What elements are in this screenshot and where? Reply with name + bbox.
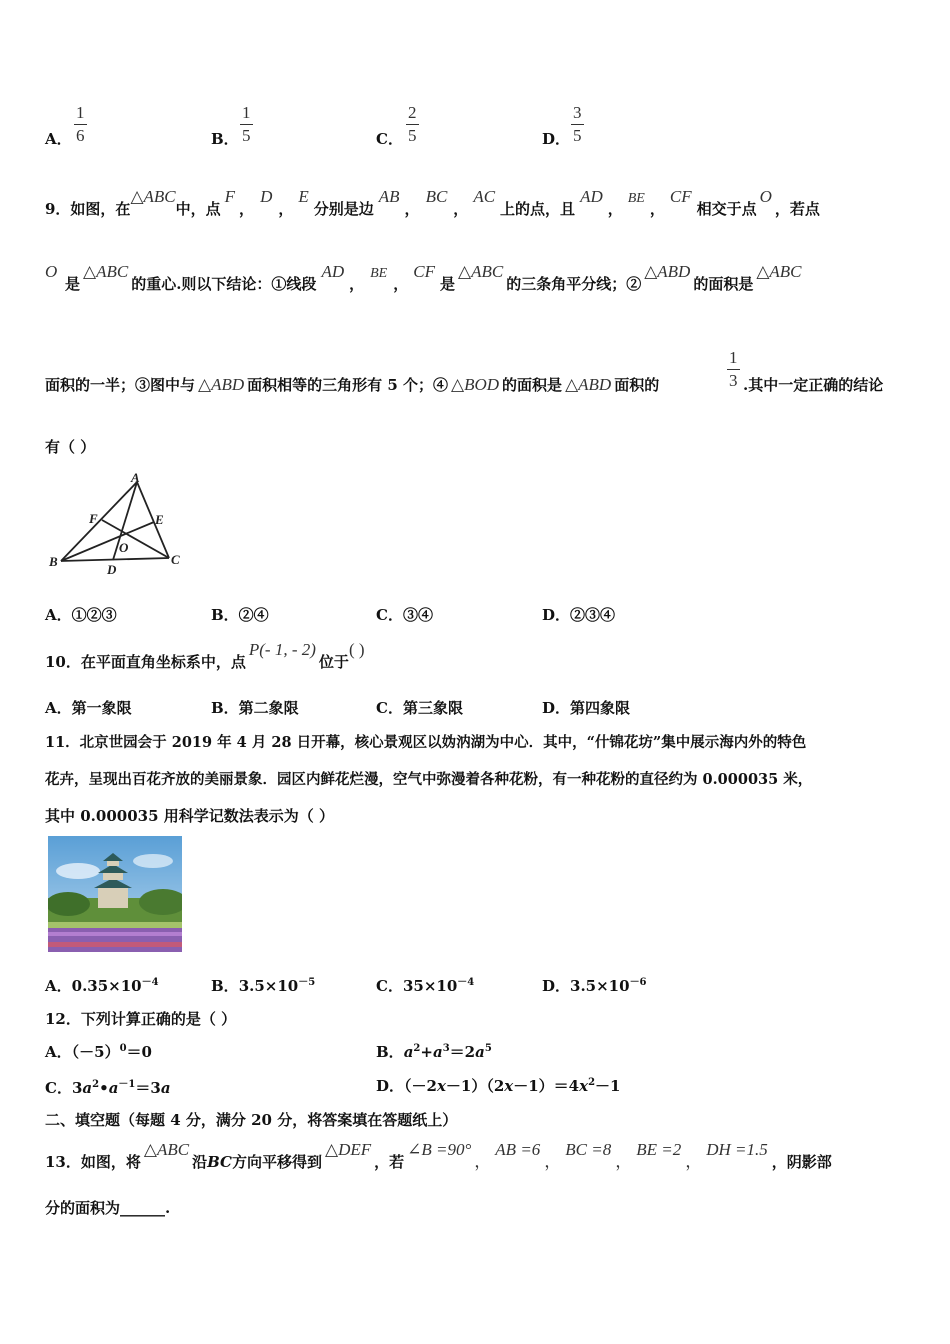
q9-stem-line1: 9．如图，在△ABC中，点F，D，E分别是边AB，BC，AC上的点，且AD，BE，CF相交于点O，若点 [45,187,820,218]
q11-stem-line3: 其中 0.000035 用科学记数法表示为（ ） [45,807,334,825]
q9-stem-line4: 有（ ） [45,438,96,456]
q9-triangle-figure [44,468,189,580]
q13-stem-line1: 13．如图，将△ABC沿BC方向平移得到△DEF，若∠B =90°，AB =6，BC =8，BE =2，DH =1.5，阴影部 [45,1140,832,1171]
q12-option-a: A．$(-5)^0=0$ [45,1043,152,1061]
q9-option-c: C．③④ [376,606,433,624]
q11-option-a: A．$0.35\times 10^{-4}$ [45,977,159,995]
q9-option-d: D．②③④ [542,606,616,624]
q11-option-d: D．$3.5\times 10^{-6}$ [542,977,647,995]
garden-photo [48,836,182,952]
q11-stem-line2: 花卉，呈现出百花齐放的美丽景象．园区内鲜花烂漫，空气中弥漫着各种花粉，有一种花粉的直径约为 0.000035 米， [45,771,813,788]
side-ac [137,482,169,558]
label-c: C [171,552,180,567]
q10-option-b: B．第二象限 [211,699,299,717]
garden-photo-illustration [48,836,182,952]
section-2-heading: 二、填空题（每题 4 分，满分 20 分，将答案填在答题纸上） [45,1111,458,1129]
q8-option-a: A． [45,130,72,148]
q8-option-b: B． [211,130,239,148]
q10-option-a: A．第一象限 [45,699,132,717]
label-a: A [131,470,140,485]
q8-option-a-fraction: $\frac{1}{6}$ [76,103,85,145]
q9-stem-line3-end: .其中一定正确的结论 [743,376,884,394]
q9-one-third-fraction: $\frac{1}{3}$ [729,348,738,390]
q13-stem-line2: 分的面积为______. [45,1199,171,1217]
label-e: E [155,512,164,527]
q8-option-b-fraction: $\frac{1}{5}$ [242,103,251,145]
label-o: O [119,540,129,555]
q10-stem: 10．在平面直角坐标系中，点P(- 1, - 2)位于( ) [45,640,365,671]
q11-option-b: B．$3.5\times 10^{-5}$ [211,977,316,995]
q10-option-c: C．第三象限 [376,699,463,717]
q8-option-c-fraction: $\frac{2}{5}$ [408,103,417,145]
q8-option-c: C． [376,130,403,148]
q10-option-d: D．第四象限 [542,699,631,717]
q8-option-d-fraction: $\frac{3}{5}$ [573,103,582,145]
q9-option-b: B．②④ [211,606,269,624]
q9-stem-line3: 面积的一半；③图中与 △ABD 面积相等的三角形有 5 个；④ △BOD 的面积是 △ABD 面积的 [45,375,660,394]
label-d: D [107,562,117,577]
label-f: F [89,511,98,526]
q12-option-c: C．$3a^2•a^{-1}=3a$ [45,1079,171,1097]
q12-option-b: B．$a^2+a^3=2a^5$ [376,1043,492,1061]
q9-stem-line2: O是△ABC的重心.则以下结论：①线段AD，BE，CF是△ABC的三条角平分线；②△ABD的面积是△ABC [45,262,802,293]
q12-option-d: D．$(-2x-1)(2x-1)=4x^2-1$ [376,1077,621,1095]
q8-option-d: D． [542,130,571,148]
q12-stem: 12．下列计算正确的是（ ） [45,1010,237,1028]
q11-stem-line1: 11．北京世园会于 2019 年 4 月 28 日开幕，核心景观区以妫汭湖为中心．其中，“什锦花坊”集中展示海内外的特色 [45,734,807,751]
q11-option-c: C．$35\times 10^{-4}$ [376,977,475,995]
q9-option-a: A．①②③ [45,606,117,624]
label-b: B [49,554,58,569]
side-bc [61,558,169,561]
